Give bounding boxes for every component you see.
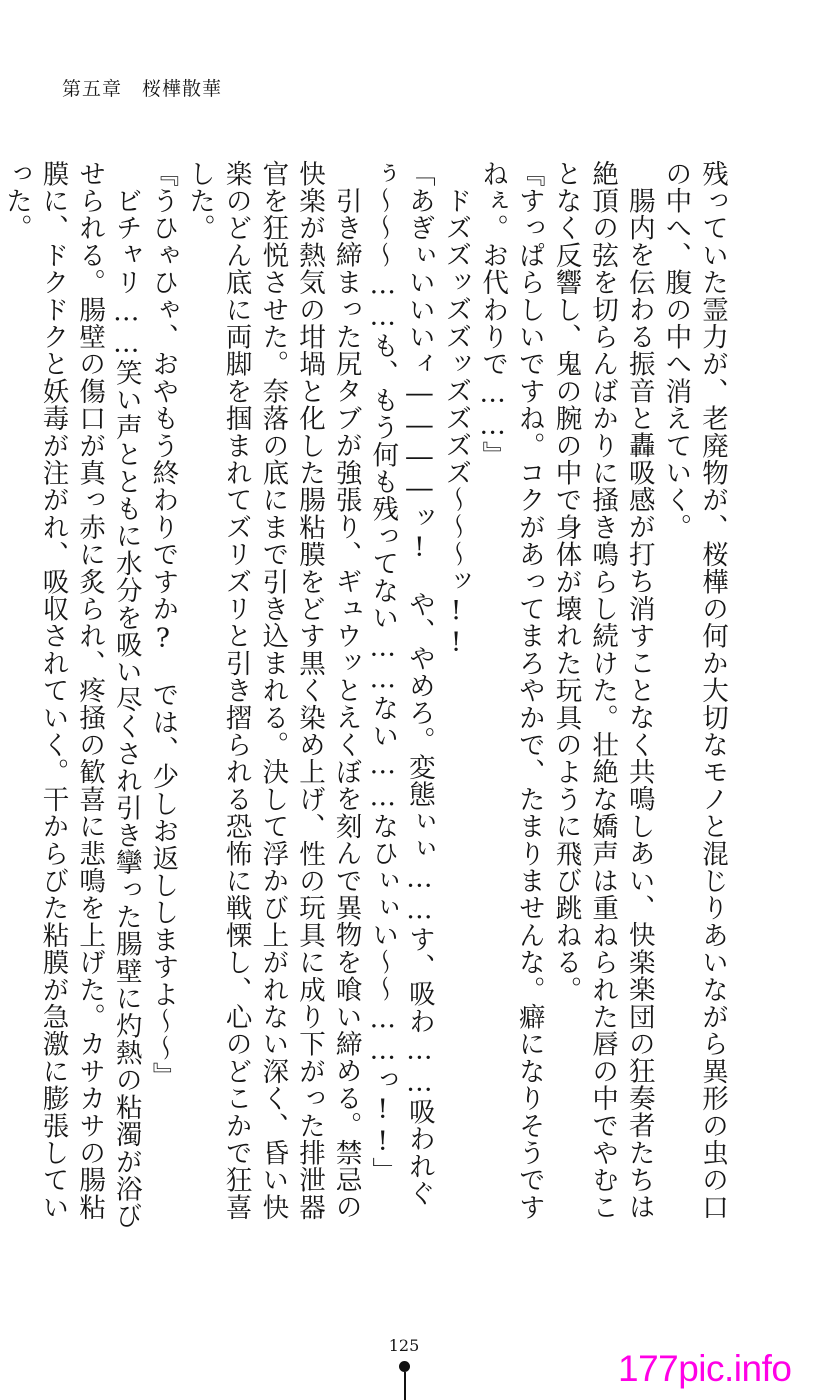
- page-number: 125: [388, 1336, 420, 1355]
- vertical-text-body: [0, 160, 730, 1240]
- paragraph: 「あぎぃいいいィ――――ッ! や、やめろ。変態ぃぃ……す、吸わ……吸われぐぅ〜〜〜……も、もう何も残ってない……ない……なひぃぃい〜〜……っ!!」: [367, 160, 435, 1207]
- page-marker-dot: [399, 1361, 410, 1372]
- paragraph: ドズズッズズッズズズズ〜〜〜ッ!!: [440, 186, 472, 658]
- paragraph: 残っていた霊力が、老廃物が、桜樺の何か大切なモノと混じりあいながら異形の虫の口の中へ、腹の中へ消えていく。: [660, 160, 728, 1221]
- paragraph: 引き締まった尻タブが強張り、ギュウッとえくぼを刻んで異物を喰い締める。禁忌の快楽が熱気の坩堝と化した腸粘膜をどす黒く染め上げ、性の玩具に成り下がった排泄器官を狂悦させた。奈落の底にまで引き込まれる。決して浮かび上がれない深く、昏い快楽のどん底に両脚を掴まれてズリズリと引き摺られる恐怖に戦慄し、心のどこかで狂喜した。: [184, 160, 362, 1221]
- paragraph: 腸内を伝わる振音と轟吸感が打ち消すことなく共鳴しあい、快楽楽団の狂奏者たちは絶頂の弦を切らんばかりに掻き鳴らし続けた。壮絶な嬌声は重ねられた唇の中でやむことなく反響し、鬼の腕の中で身体が壊れた玩具のように飛び跳ねる。: [550, 160, 655, 1221]
- chapter-header: 第五章 桜樺散華: [62, 78, 223, 100]
- paragraph: 『うひゃひゃ、おやもう終わりですか? では、少しお返ししますよ〜〜』: [147, 160, 179, 1090]
- watermark: 177pic.info: [618, 1348, 792, 1389]
- page-marker-line: [404, 1372, 406, 1400]
- paragraph: ビチャリ……笑い声とともに水分を吸い尽くされ引き攣った腸壁に灼熱の粘濁が浴びせられる。腸壁の傷口が真っ赤に炙られ、疼掻の歓喜に悲鳴を上げた。カサカサの腸粘膜に、ドクドクと妖毒が注がれ、吸収されていく。干からびた粘膜が急激に膨張していった。: [0, 160, 142, 1230]
- paragraph: 『すっぱらしいですね。コクがあってまろやかで、たまりませんな。癖になりそうですねぇ。お代わりで……』: [477, 160, 545, 1221]
